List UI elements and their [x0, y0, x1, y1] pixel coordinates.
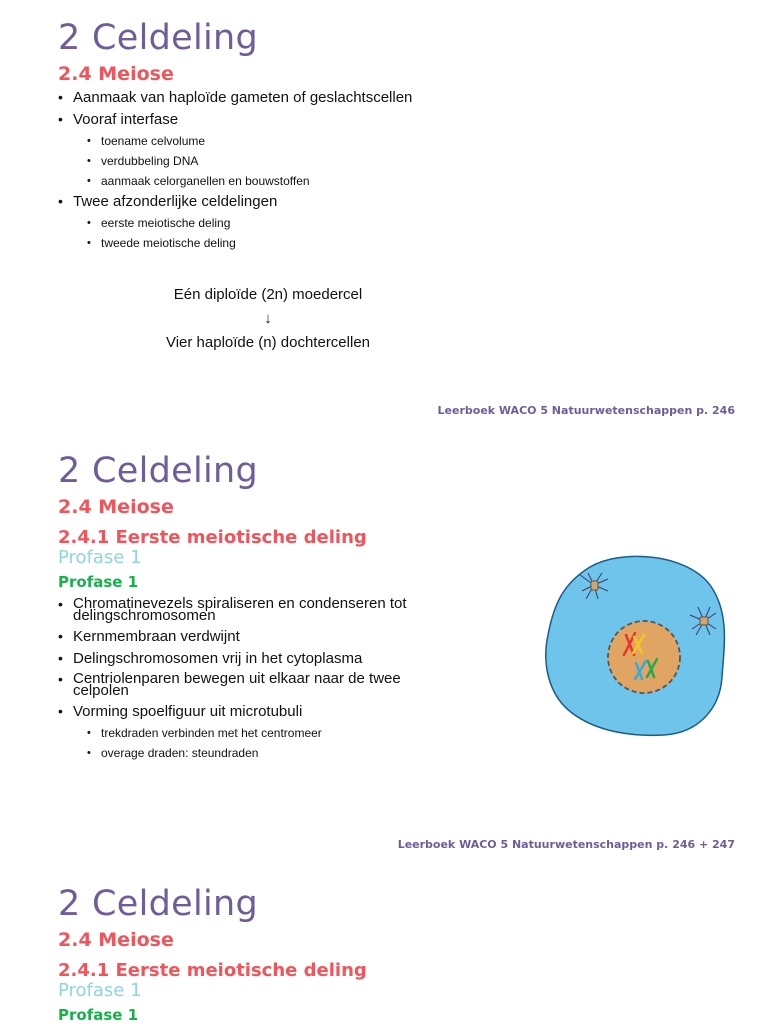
down-arrow-icon: ↓ [264, 310, 272, 327]
phase-label: Profase 1 [58, 1006, 139, 1024]
list-item: • Kernmembraan verdwijnt [58, 629, 448, 644]
sub-list-item: • tweede meiotische deling [58, 236, 412, 250]
bullet-list [58, 595, 448, 766]
phase-label: Profase 1 [58, 573, 139, 591]
phase-heading: Profase 1 [58, 980, 142, 1001]
sub-list-item: • trekdraden verbinden met het centromeer [58, 726, 448, 740]
sub-list-item: • aanmaak celorganellen en bouwstoffen [58, 174, 412, 188]
sub-list-item: • toename celvolume [58, 134, 412, 148]
section-heading: 2.4 Meiose [58, 63, 174, 85]
list-item: • Chromatinevezels spiraliseren en condenseren tot delingschromosomen [58, 598, 448, 622]
list-item: • Twee afzonderlijke celdelingen [58, 194, 412, 209]
slide-title: 2 Celdeling [58, 451, 258, 491]
cell-profase-1-icon [538, 545, 734, 741]
list-item: • Vorming spoelfiguur uit microtubuli [58, 704, 448, 719]
phase-heading: Profase 1 [58, 547, 142, 568]
footer-reference: Leerboek WACO 5 Natuurwetenschappen p. 246 [437, 404, 735, 417]
section-heading: 2.4 Meiose [58, 496, 174, 518]
section-heading: 2.4 Meiose [58, 929, 174, 951]
bullet-list [58, 90, 412, 256]
flow-from: Eén diploïde (2n) moedercel [173, 286, 363, 303]
nucleus [608, 621, 680, 693]
list-item: • Vooraf interfase [58, 112, 412, 127]
sub-list-item: • eerste meiotische deling [58, 216, 412, 230]
list-item: • Delingschromosomen vrij in het cytoplasma [58, 651, 448, 666]
list-item: • Centriolenparen bewegen uit elkaar naar de twee celpolen [58, 673, 448, 697]
slide-title: 2 Celdeling [58, 884, 258, 924]
subsection-heading: 2.4.1 Eerste meiotische deling [58, 960, 367, 981]
list-item: • Aanmaak van haploïde gameten of geslachtscellen [58, 90, 412, 105]
slide-meiose-intro [0, 0, 768, 433]
sub-list-item: • verdubbeling DNA [58, 154, 412, 168]
footer-reference: Leerboek WACO 5 Natuurwetenschappen p. 246 + 247 [397, 838, 735, 851]
slide-title: 2 Celdeling [58, 18, 258, 58]
sub-list-item: • overage draden: steundraden [58, 746, 448, 760]
slide-profase-1 [0, 433, 768, 866]
flow-to: Vier haploïde (n) dochtercellen [165, 334, 371, 351]
slide-profase-1-continued [0, 866, 768, 1024]
subsection-heading: 2.4.1 Eerste meiotische deling [58, 527, 367, 548]
